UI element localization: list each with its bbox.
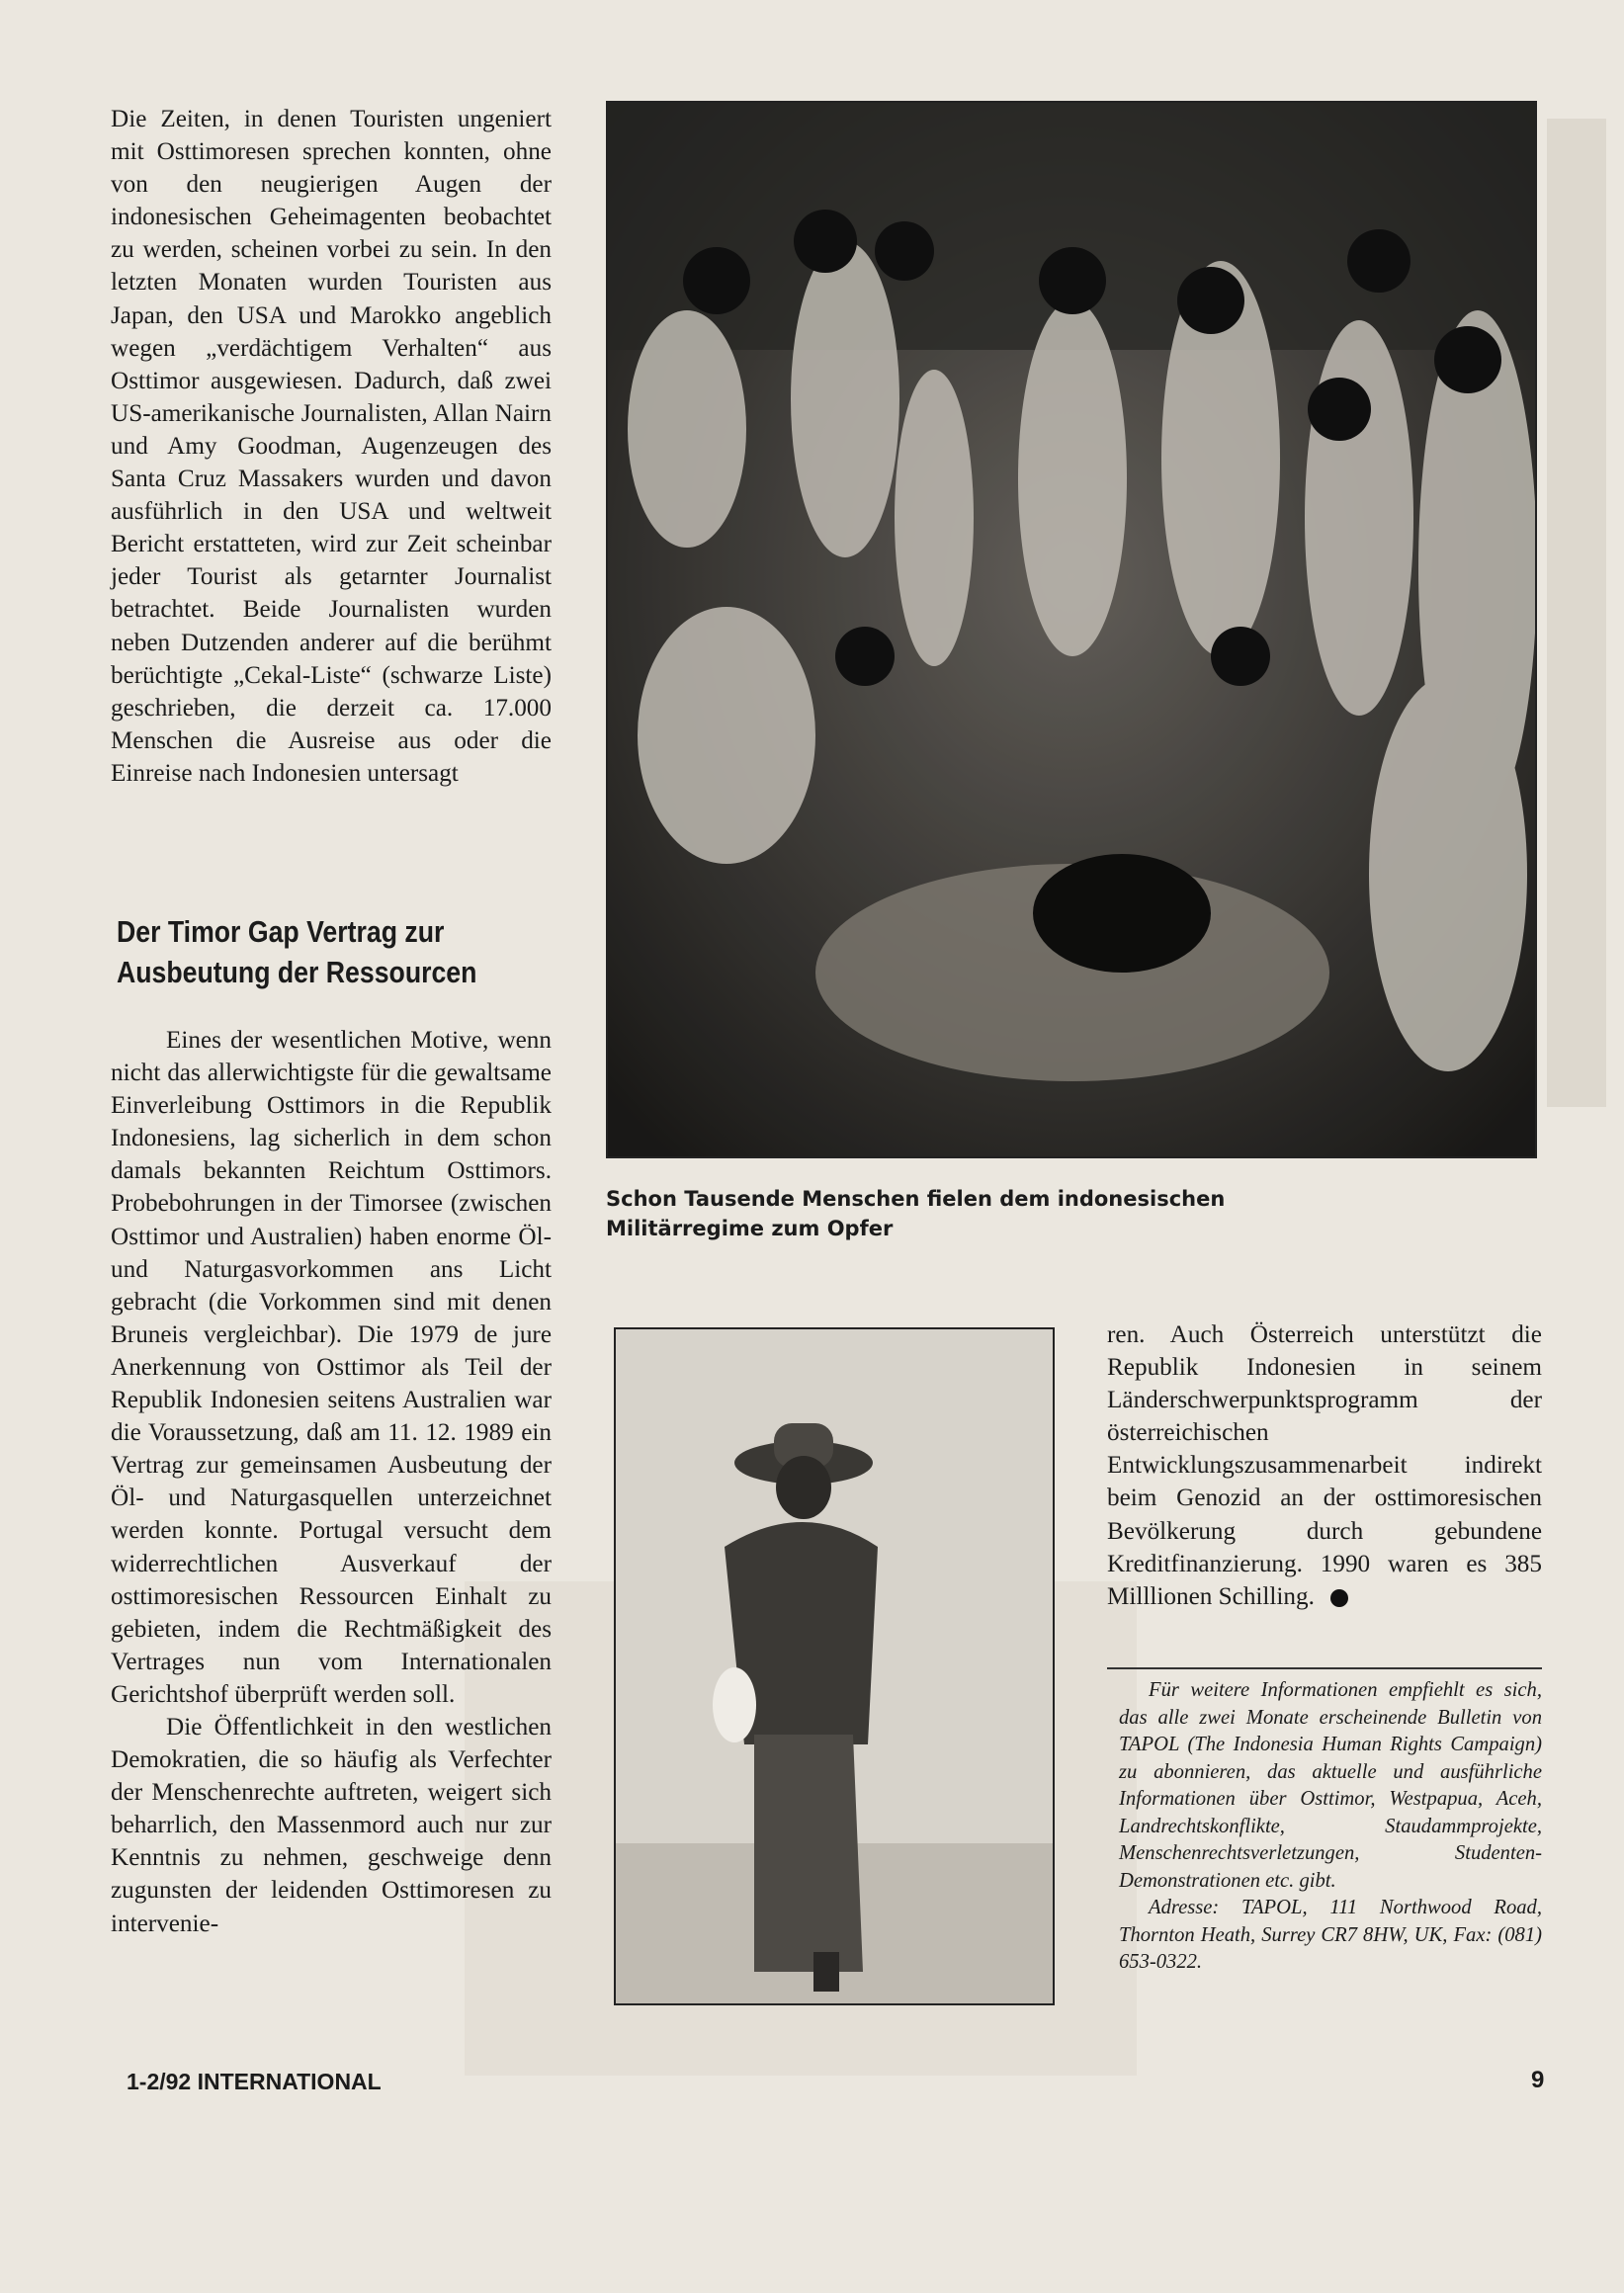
info-note	[1119, 1677, 1542, 1977]
body-paragraph-1: Eines der wesentlichen Motive, wenn nicht das allerwichtigste für die gewaltsame Einverleibung Osttimors in die Republik Indonesiens, lag sicherlich in dem schon damals bekannten Reichtum Osttimors. Probebohrungen in der Timorsee (zwischen Osttimor und Australien) haben enorme Öl- und Naturgasvorkommen ans Licht gebracht (die Vorkommen sind mit denen Bruneis vergleichbar). Die 1979 de jure Anerkennung von Osttimor als Teil der Republik Indonesien seitens Australien war die Voraussetzung, daß am 11. 12. 1989 ein Vertrag zur gemeinsamen Ausbeutung der Öl- und Naturgasquellen unterzeichnet werden konnte. Portugal versucht dem widerrechtlichen Ausverkauf der osttimoresischen Ressourcen Einhalt zu gebieten, indem die Rechtmäßigkeit des Vertrages nun vom Internationalen Gerichtshof überprüft werden soll.	[111, 1027, 552, 1708]
section-heading: Der Timor Gap Vertrag zur Ausbeutung der Ressourcen	[117, 914, 477, 989]
footer-issue: 1-2/92 INTERNATIONAL	[127, 2069, 382, 2094]
end-bullet-icon	[1330, 1589, 1348, 1607]
left-column	[111, 103, 552, 790]
photo-caption: Schon Tausende Menschen fielen dem indonesischen Militärregime zum Opfer	[606, 1187, 1226, 1240]
intro-paragraph: Die Zeiten, in denen Touristen ungeniert mit Osttimoresen sprechen konnten, ohne von den neugierigen Augen der indonesischen Geheimagenten beobachtet zu werden, scheinen vorbei zu sein. In den letzten Monaten wurden Touristen aus Japan, den USA und Marokko angeblich wegen „verdächtigem Verhalten“ aus Osttimor ausgewiesen. Dadurch, daß zwei US-amerikanische Journalisten, Allan Nairn und Amy Goodman, Augenzeugen des Santa Cruz Massakers wurden und davon ausführlich in den USA und weltweit Bericht erstatteten, wird zur Zeit scheinbar jeder Tourist als getarnter Journalist betrachtet. Beide Journalisten wurden neben Dutzenden anderer auf die berühmt berüchtigte „Cekal-Liste“ (schwarze Liste) geschrieben, die derzeit ca. 17.000 Menschen die Ausreise aus oder die Einreise nach Indonesien untersagt	[111, 106, 552, 787]
right-column	[1107, 1318, 1542, 1613]
right-paragraph	[1107, 1318, 1542, 1613]
show-through-right-top	[1547, 119, 1606, 1107]
info-note-text: Für weitere Informationen empfiehlt es sich, das alle zwei Monate erscheinende Bulletin von TAPOL (The Indonesia Human Rights Campaign) zu abonnieren, das aktuelle und ausführliche Informationen über Osttimor, Westpapua, Aceh, Landrechtskonflikte, Staudammprojekte, Menschenrechtsverletzungen, Studenten-Demonstrationen etc. gibt.	[1119, 1679, 1542, 1892]
left-column-body	[111, 1024, 552, 1940]
photo-crowd	[606, 101, 1537, 1158]
divider-rule	[1107, 1667, 1542, 1669]
photo-standing-man-image	[616, 1329, 1053, 2003]
photo-standing-man	[614, 1327, 1055, 2005]
body-paragraph-2: Die Öffentlichkeit in den westlichen Demokratien, die so häufig als Verfechter der Menschenrechte auftreten, weigert sich beharrlich, den Massenmord auch nur zur Kenntnis zu nehmen, geschweige denn zugunsten der leidenden Osttimoresen zu intervenie-	[111, 1713, 552, 1937]
info-note-address: Adresse: TAPOL, 111 Northwood Road, Thornton Heath, Surrey CR7 8HW, UK, Fax: (081) 653-0322.	[1119, 1897, 1542, 1973]
right-paragraph-text: ren. Auch Österreich unterstützt die Republik Indonesien in seinem Länderschwerpunktsprogramm der österreichischen Entwicklungszusammenarbeit indirekt beim Genozid an der osttimoresischen Bevölkerung durch gebundene Kreditfinanzierung. 1990 waren es 385 Milllionen Schilling.	[1107, 1321, 1542, 1610]
photo-crowd-image	[608, 103, 1535, 1156]
page-number: 9	[1531, 2067, 1545, 2093]
